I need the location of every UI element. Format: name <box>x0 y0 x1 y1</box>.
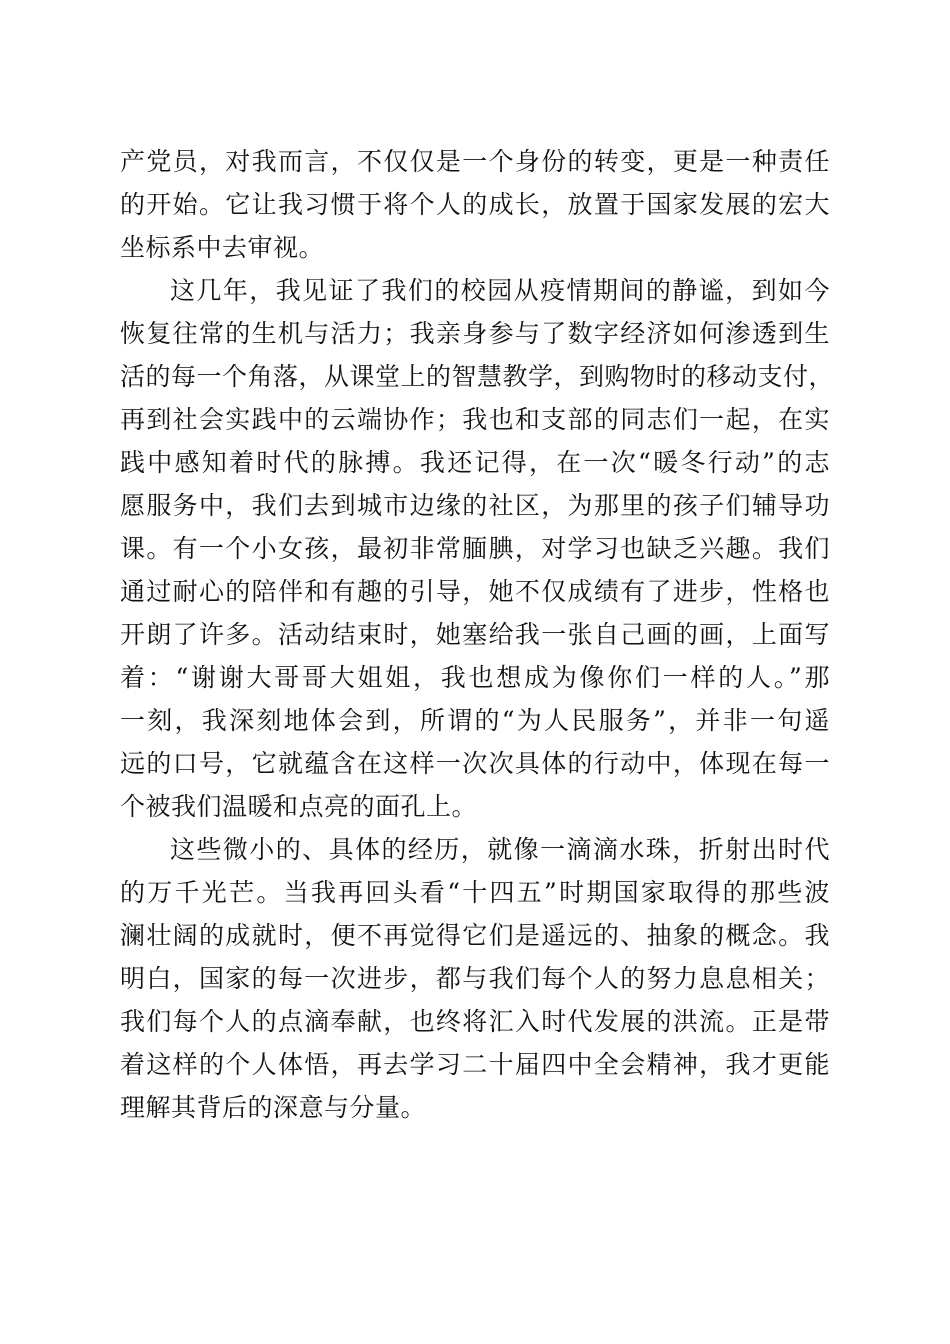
text-line: 一刻，我深刻地体会到，所谓的“为人民服务”，并非一句遥 <box>120 706 830 735</box>
paragraph-2 <box>120 269 835 828</box>
text-line: 通过耐心的陪伴和有趣的引导，她不仅成绩有了进步，性格也 <box>120 577 830 606</box>
text-line: 理解其背后的深意与分量。 <box>120 1093 427 1122</box>
text-line: 个被我们温暖和点亮的面孔上。 <box>120 792 478 821</box>
text-line: 愿服务中，我们去到城市边缘的社区，为那里的孩子们辅导功 <box>120 491 830 520</box>
document-body <box>120 140 835 1129</box>
paragraph-3 <box>120 828 830 1129</box>
text-line: 这几年，我见证了我们的校园从疫情期间的静谧，到如今 <box>170 276 830 305</box>
text-line: 远的口号，它就蕴含在这样一次次具体的行动中，体现在每一 <box>120 749 830 778</box>
text-line: 的万千光芒。当我再回头看“十四五”时期国家取得的那些波 <box>120 878 830 907</box>
text-line: 开朗了许多。活动结束时，她塞给我一张自己画的画，上面写 <box>120 620 830 649</box>
text-line: 再到社会实践中的云端协作；我也和支部的同志们一起，在实 <box>120 405 830 434</box>
text-line: 着这样的个人体悟，再去学习二十届四中全会精神，我才更能 <box>120 1050 830 1079</box>
text-line: 践中感知着时代的脉搏。我还记得，在一次“暖冬行动”的志 <box>120 448 830 477</box>
paragraph-1 <box>120 140 830 269</box>
text-line: 恢复往常的生机与活力；我亲身参与了数字经济如何渗透到生 <box>120 319 830 348</box>
text-line: 坐标系中去审视。 <box>120 233 325 262</box>
text-line: 这些微小的、具体的经历，就像一滴滴水珠，折射出时代 <box>170 835 830 864</box>
text-line: 活的每一个角落，从课堂上的智慧教学，到购物时的移动支付， <box>120 362 835 391</box>
text-line: 课。有一个小女孩，最初非常腼腆，对学习也缺乏兴趣。我们 <box>120 534 830 563</box>
text-line: 产党员，对我而言，不仅仅是一个身份的转变，更是一种责任 <box>120 147 830 176</box>
text-line: 的开始。它让我习惯于将个人的成长，放置于国家发展的宏大 <box>120 190 830 219</box>
text-line: 澜壮阔的成就时，便不再觉得它们是遥远的、抽象的概念。我 <box>120 921 830 950</box>
text-line: 我们每个人的点滴奉献，也终将汇入时代发展的洪流。正是带 <box>120 1007 830 1036</box>
text-line: 着：“谢谢大哥哥大姐姐，我也想成为像你们一样的人。”那 <box>120 663 830 692</box>
text-line: 明白，国家的每一次进步，都与我们每个人的努力息息相关； <box>120 964 830 993</box>
